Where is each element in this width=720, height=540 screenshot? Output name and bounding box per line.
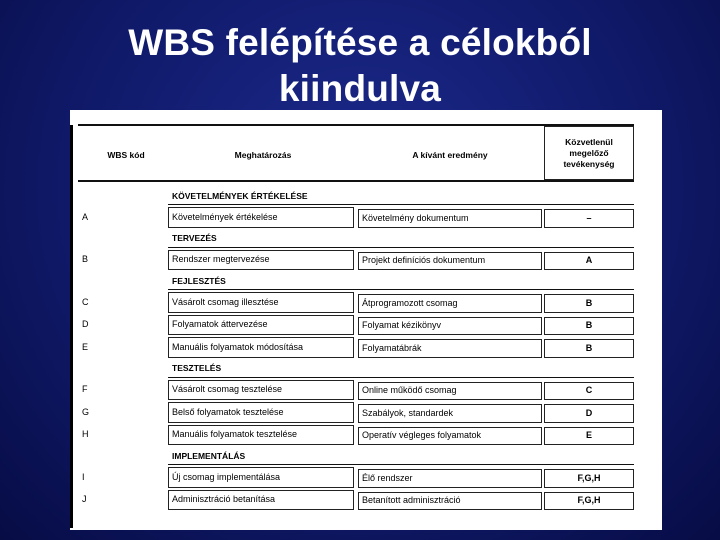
scanned-table-document (70, 110, 662, 530)
definition-cell: Rendszer megtervezése (168, 250, 354, 271)
wbs-code-cell: A (82, 211, 89, 222)
wbs-code-cell: D (82, 319, 89, 330)
section-title: TESZTELÉS (172, 363, 222, 373)
wbs-code-cell: J (82, 494, 87, 505)
wbs-table (78, 124, 634, 529)
predecessor-cell: E (544, 427, 634, 446)
header-desired-result: A kívánt eredmény (412, 149, 488, 160)
result-cell: Követelmény dokumentum (358, 209, 542, 228)
slide-title (0, 20, 720, 112)
wbs-code-cell: E (82, 341, 89, 352)
section-title: KÖVETELMÉNYEK ÉRTÉKELÉSE (172, 190, 308, 201)
predecessor-cell: B (544, 339, 634, 358)
result-cell: Folyamatábrák (358, 339, 542, 358)
definition-cell: Vásárolt csomag tesztelése (168, 380, 354, 401)
wbs-code-cell: H (82, 429, 89, 440)
wbs-code-cell: I (82, 471, 85, 482)
result-cell: Projekt definíciós dokumentum (358, 252, 542, 271)
section-rule (168, 289, 634, 290)
result-cell: Szabályok, standardek (358, 404, 542, 423)
predecessor-cell: F,G,H (544, 492, 634, 511)
definition-cell: Belső folyamatok tesztelése (168, 402, 354, 423)
section-rule (168, 464, 634, 465)
definition-cell: Adminisztráció betanítása (168, 490, 354, 511)
predecessor-cell: D (544, 404, 634, 423)
section-title: FEJLESZTÉS (172, 275, 226, 286)
title-line-1: WBS felépítése a célokból (128, 22, 592, 63)
result-cell: Operatív végleges folyamatok (358, 427, 542, 446)
definition-cell: Manuális folyamatok tesztelése (168, 425, 354, 446)
predecessor-cell: B (544, 294, 634, 313)
predecessor-cell: F,G,H (544, 469, 634, 488)
section-title: TERVEZÉS (172, 233, 217, 243)
definition-cell: Követelmények értékelése (168, 207, 354, 228)
definition-cell: Manuális folyamatok módosítása (168, 337, 354, 358)
result-cell: Átprogramozott csomag (358, 294, 542, 313)
result-cell: Élő rendszer (358, 469, 542, 488)
definition-cell: Új csomag implementálása (168, 467, 354, 488)
header-wbs-code: WBS kód (107, 149, 145, 160)
wbs-code-cell: C (82, 296, 89, 307)
section-rule (168, 204, 634, 205)
predecessor-cell: B (544, 317, 634, 336)
predecessor-cell: – (544, 209, 634, 228)
definition-cell: Vásárolt csomag illesztése (168, 292, 354, 313)
definition-cell: Folyamatok áttervezése (168, 315, 354, 336)
header-bottom-rule (78, 180, 634, 182)
result-cell: Online működő csomag (358, 382, 542, 401)
header-predecessor: Közvetlenül megelőző tevékenység (544, 126, 634, 180)
wbs-code-cell: F (82, 384, 88, 395)
result-cell: Betanított adminisztráció (358, 492, 542, 511)
predecessor-cell: C (544, 382, 634, 401)
title-line-2: kiindulva (278, 68, 442, 109)
header-definition: Meghatározás (234, 149, 292, 160)
wbs-code-cell: G (82, 406, 90, 417)
document-edge (70, 125, 73, 528)
section-rule (168, 247, 634, 248)
predecessor-cell: A (544, 252, 634, 271)
wbs-code-cell: B (82, 254, 89, 265)
result-cell: Folyamat kézikönyv (358, 317, 542, 336)
section-rule (168, 377, 634, 378)
section-title: IMPLEMENTÁLÁS (172, 450, 246, 461)
